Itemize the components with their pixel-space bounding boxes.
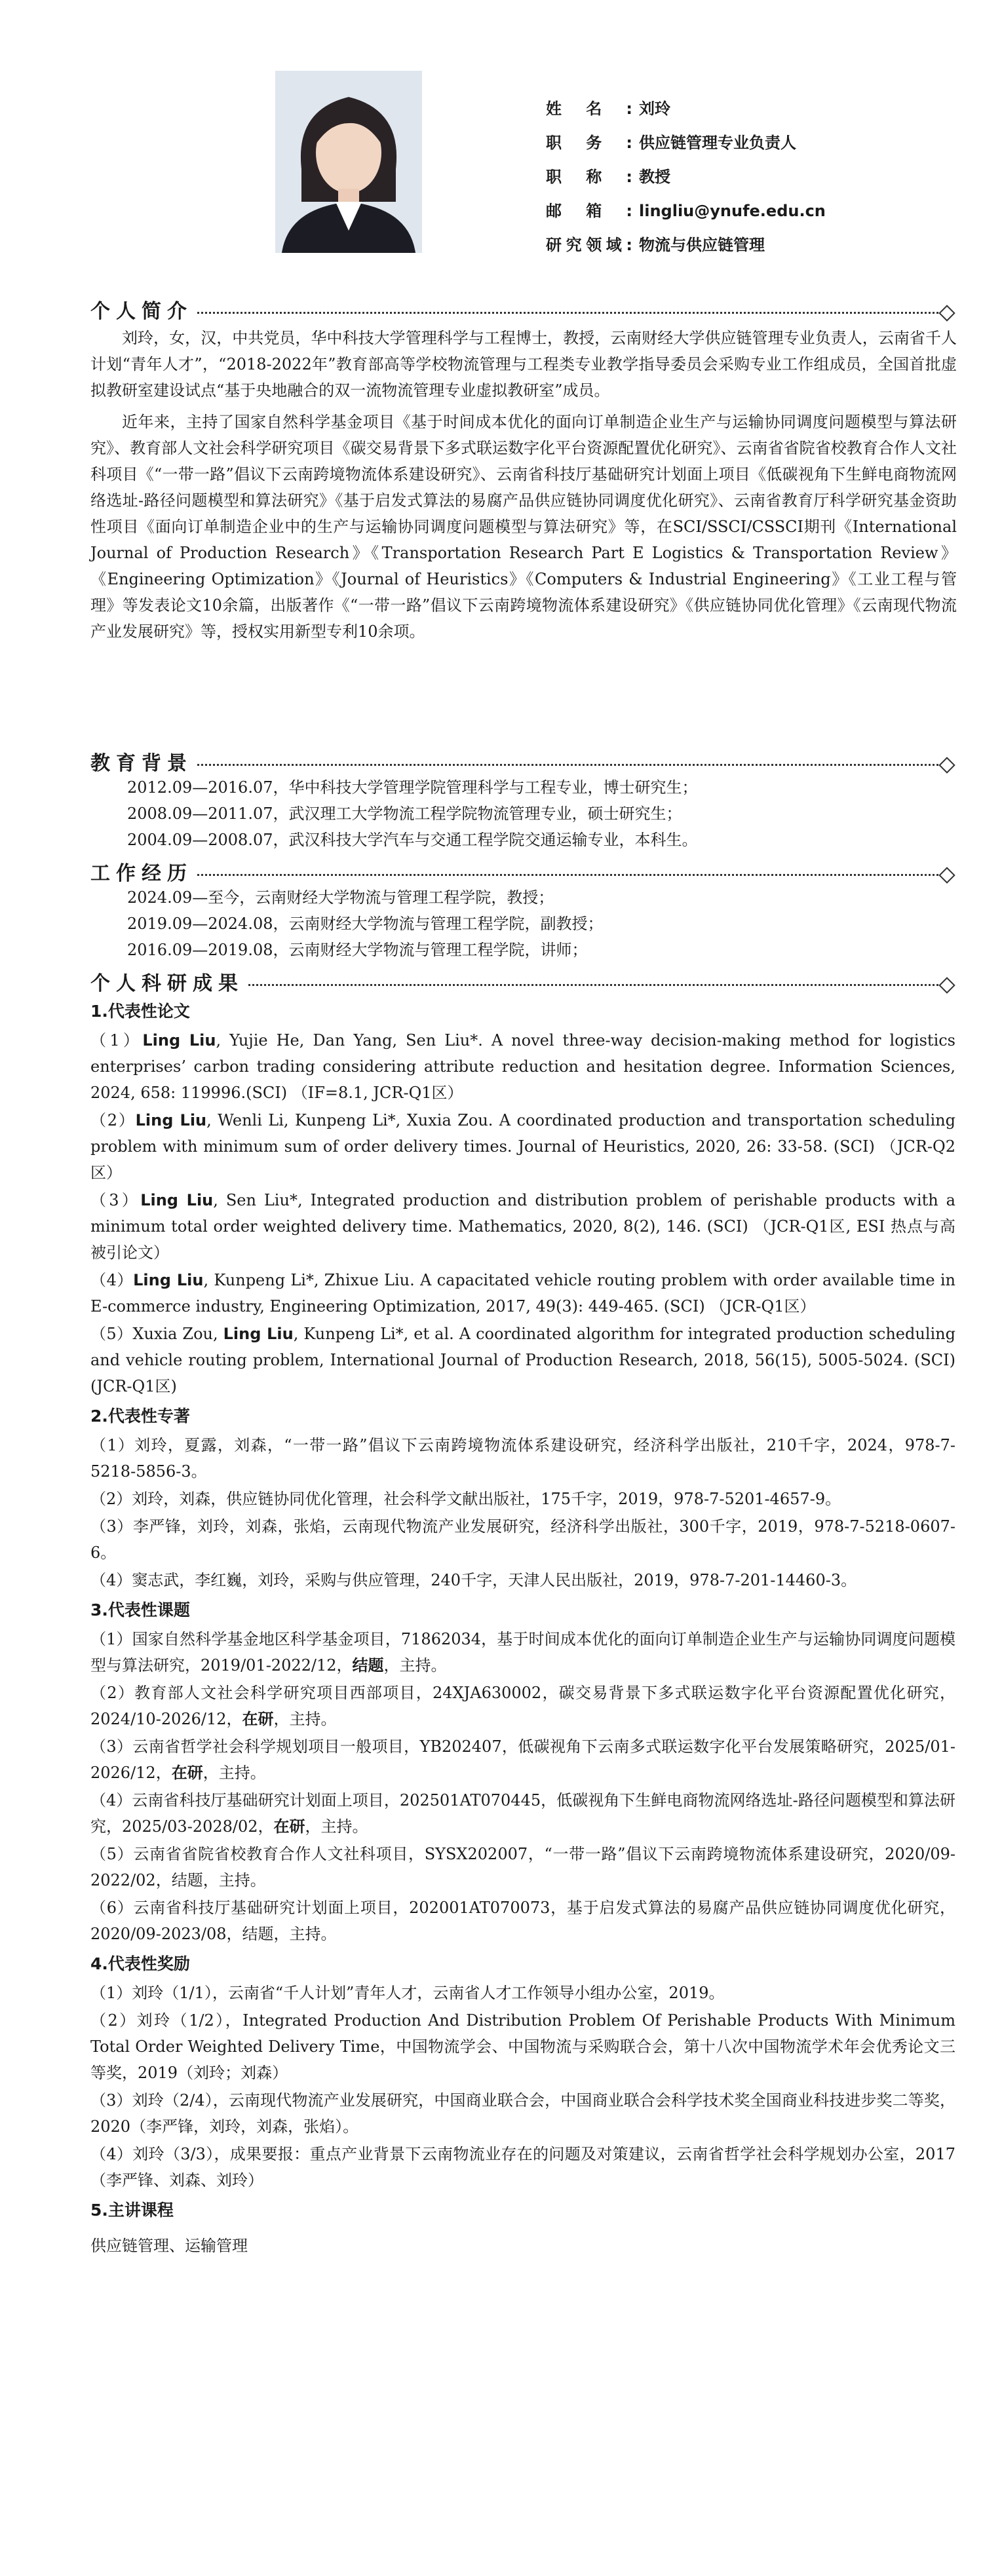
divider-line: [90, 312, 938, 314]
courses-title: 5.主讲课程: [90, 2201, 174, 2220]
award-item: （1）刘玲（1/1），云南省“千人计划”青年人才，云南省人才工作领导小组办公室，2019。: [90, 1984, 725, 2002]
project-text: （3）云南省哲学社会科学规划项目一般项目，YB202407，低碳视角下云南多式联运数字化平台发展策略研究，2025/01-2026/12，: [90, 1737, 955, 1782]
paper-author-bold: Ling Liu: [135, 1111, 207, 1129]
awards-list: [90, 1980, 955, 2193]
paper-item: [90, 1321, 955, 1399]
email-value[interactable]: lingliu@ynufe.edu.cn: [639, 202, 826, 220]
research-title: 个人科研成果: [90, 967, 248, 996]
diamond-icon: [938, 305, 955, 321]
title-row: [546, 160, 826, 194]
book-item: （1）刘玲，夏露，刘森，“一带一路”倡议下云南跨境物流体系建设研究，经济科学出版社，210千字，2024，978-7-5218-5856-3。: [90, 1436, 955, 1481]
name-label: 姓名:: [546, 100, 632, 118]
position-row: [546, 126, 826, 160]
education-heading: [90, 748, 957, 774]
project-role: ，主持。: [305, 1817, 368, 1836]
research-content: [90, 994, 955, 2259]
awards-title: 4.代表性奖励: [90, 1954, 190, 1973]
books-title: 2.代表性专著: [90, 1407, 190, 1426]
intro-title: 个人简介: [90, 295, 197, 324]
project-role: ，主持。: [273, 1710, 337, 1728]
education-item: 2012.09—2016.07，华中科技大学管理学院管理科学与工程专业，博士研究生；: [127, 778, 698, 797]
papers-list: [90, 1027, 955, 1399]
portrait-image: [275, 71, 422, 253]
title-label: 职称:: [546, 168, 632, 186]
education-section: [90, 748, 957, 853]
field-label: 研究领域:: [546, 236, 632, 254]
diamond-icon: [938, 867, 955, 883]
paper-item: [90, 1187, 955, 1266]
profile-photo: [275, 71, 422, 253]
diamond-icon: [938, 757, 955, 773]
email-row: [546, 194, 826, 228]
project-text: （2）教育部人文社会科学研究项目西部项目，24XJA630002，碳交易背景下多式联运数字化平台资源配置优化研究，2024/10-2026/12，: [90, 1684, 955, 1728]
project-item: [90, 1841, 955, 1893]
paper-index: （1）: [90, 1031, 143, 1050]
education-item: 2004.09—2008.07，武汉科技大学汽车与交通工程学院交通运输专业，本科生。: [127, 831, 698, 849]
name-value: 刘玲: [639, 100, 670, 118]
work-item: 2016.09—2019.08，云南财经大学物流与管理工程学院，讲师；: [127, 941, 588, 959]
project-item: [90, 1733, 955, 1786]
paper-author-bold: Ling Liu: [140, 1191, 214, 1209]
project-text: （1）国家自然科学基金地区科学基金项目，71862034，基于时间成本优化的面向订单制造企业生产与运输协同调度问题模型与算法研究，2019/01-2022/12，: [90, 1630, 955, 1675]
paper-item: [90, 1027, 955, 1106]
project-text: （6）云南省科技厅基础研究计划面上项目，202001AT070073，基于启发式算法的易腐产品供应链协同调度优化研究，2020/09-2023/08，结题，主持。: [90, 1899, 955, 1943]
project-item: [90, 1895, 955, 1947]
project-item: [90, 1680, 955, 1732]
education-item: 2008.09—2011.07，武汉理工大学物流工程学院物流管理专业，硕士研究生；: [127, 805, 682, 823]
project-item: [90, 1626, 955, 1678]
email-label: 邮箱:: [546, 202, 632, 220]
project-status: 结题: [352, 1656, 384, 1675]
project-text: （4）云南省科技厅基础研究计划面上项目，202501AT070445，低碳视角下生鲜电商物流网络选址-路径问题模型和算法研究，2025/03-2028/02，: [90, 1791, 955, 1836]
paper-text: , Yujie He, Dan Yang, Sen Liu*. A novel three-way decision-making method for logistics enterprises’ carbon trading considering attribute reduction and hesitation degree. Information Sciences, 2024, 658: 119996.(SCI) （IF=8.1, JCR-Q1区）: [90, 1031, 955, 1102]
title-value: 教授: [639, 168, 670, 186]
projects-list: [90, 1626, 955, 1947]
paper-text: , Kunpeng Li*, et al. A coordinated algorithm for integrated production scheduling and vehicle routing problem, International Journal of Production Research, 2018, 56(15), 5005-5024. (SCI) (JCR-Q1区): [90, 1325, 955, 1395]
papers-title: 1.代表性论文: [90, 1002, 190, 1021]
project-status: 在研: [242, 1710, 274, 1728]
project-status: 在研: [273, 1817, 305, 1836]
paper-text: , Sen Liu*, Integrated production and distribution problem of perishable products with a minimum total order weighted delivery time. Mathematics, 2020, 8(2), 146. (SCI) （JCR-Q1区, ESI 热点与高被引论文）: [90, 1191, 955, 1262]
book-item: （3）李严锋，刘玲，刘森，张焰，云南现代物流产业发展研究，经济科学出版社，300千字，2019，978-7-5218-0607-6。: [90, 1517, 955, 1562]
research-heading: [90, 968, 957, 994]
project-text: （5）云南省省院省校教育合作人文社科项目，SYSX202007，“一带一路”倡议下云南跨境物流体系建设研究，2020/09-2022/02，结题，主持。: [90, 1845, 955, 1889]
field-value: 物流与供应链管理: [639, 236, 765, 254]
award-item: （4）刘玲（3/3），成果要报：重点产业背景下云南物流业存在的问题及对策建议，云南省哲学社会科学规划办公室，2017（李严锋、刘森、刘玲）: [90, 2145, 955, 2189]
divider-line: [90, 764, 938, 766]
work-section: [90, 858, 957, 963]
intro-paragraph-2: 近年来，主持了国家自然科学基金项目《基于时间成本优化的面向订单制造企业生产与运输协同调度问题模型与算法研究》、教育部人文社会科学研究项目《碳交易背景下多式联运数字化平台资源配置优化研究》、云南省省院省校教育合作人文社科项目《“一带一路”倡议下云南跨境物流体系建设研究》、云南省科技厅基础研究计划面上项目《低碳视角下生鲜电商物流网络选址-路径问题模型和算法研究》《基于启发式算法的易腐产品供应链协同调度优化研究》、云南省教育厅科学研究基金资助性项目《面向订单制造企业中的生产与运输协同调度问题模型与算法研究》等，在SCI/SSCI/CSSCI期刊《International Journal of Production Research》《Transportation Research Part E Logistics & Transportation Review》《Engineering Optimization》《Journal of Heuristics》《Computers & Industrial Engineering》《工业工程与管理》等发表论文10余篇，出版著作《“一带一路”倡议下云南跨境物流体系建设研究》《供应链协同优化管理》《云南现代物流产业发展研究》等，授权实用新型专利10余项。: [90, 413, 957, 641]
project-role: ，主持。: [383, 1656, 447, 1675]
intro-section: [90, 296, 957, 645]
book-item: （4）窦志武，李红巍，刘玲，采购与供应管理，240千字，天津人民出版社，2019，978-7-201-14460-3。: [90, 1571, 857, 1589]
name-row: [546, 92, 826, 126]
research-section: [90, 968, 957, 994]
paper-author-bold: Ling Liu: [142, 1031, 216, 1050]
paper-index: （4）: [90, 1271, 134, 1289]
diamond-icon: [938, 977, 955, 993]
paper-text: , Kunpeng Li*, Zhixue Liu. A capacitated vehicle routing problem with order available time in E-commerce industry, Engineering Optimization, 2017, 49(3): 449-465. (SCI) （JCR-Q1区）: [90, 1271, 956, 1316]
project-status: 在研: [171, 1764, 203, 1782]
divider-line: [90, 874, 938, 876]
project-role: ，主持。: [202, 1764, 266, 1782]
paper-item: [90, 1267, 955, 1319]
position-value: 供应链管理专业负责人: [639, 134, 796, 152]
paper-author-bold: Ling Liu: [133, 1271, 204, 1289]
courses-text: 供应链管理、运输管理: [90, 2237, 248, 2255]
award-item: （2）刘玲（1/2），Integrated Production And Distribution Problem Of Perishable Products With Minimum Total Order Weighted Delivery Time，中国物流学会、中国物流与采购联合会，第十八次中国物流学术年会优秀论文三等奖，2019（刘玲；刘森）: [90, 2011, 955, 2082]
intro-heading: [90, 296, 957, 322]
work-item: 2024.09—至今，云南财经大学物流与管理工程学院，教授；: [127, 888, 554, 907]
work-title: 工作经历: [90, 857, 197, 886]
field-row: [546, 228, 826, 262]
award-item: （3）刘玲（2/4），云南现代物流产业发展研究，中国商业联合会，中国商业联合会科学技术奖全国商业科技进步奖二等奖，2020（李严锋，刘玲，刘森，张焰）。: [90, 2091, 955, 2136]
paper-text: , Wenli Li, Kunpeng Li*, Xuxia Zou. A coordinated production and transportation scheduling problem with minimum sum of order delivery times. Journal of Heuristics, 2020, 26: 33-58. (SCI) （JCR-Q2区）: [90, 1111, 955, 1182]
education-title: 教育背景: [90, 747, 197, 776]
profile-info: [546, 92, 826, 262]
paper-index: （5）Xuxia Zou,: [90, 1325, 223, 1343]
paper-author-bold: Ling Liu: [223, 1325, 294, 1343]
paper-index: （3）: [90, 1191, 141, 1209]
paper-index: （2）: [90, 1111, 136, 1129]
book-item: （2）刘玲，刘森，供应链协同优化管理，社会科学文献出版社，175千字，2019，978-7-5201-4657-9。: [90, 1490, 841, 1508]
project-item: [90, 1787, 955, 1840]
position-label: 职务:: [546, 134, 632, 152]
books-list: [90, 1432, 955, 1593]
intro-paragraph-1: 刘玲，女，汉，中共党员，华中科技大学管理科学与工程博士，教授，云南财经大学供应链管理专业负责人，云南省千人计划“青年人才”，“2018-2022年”教育部高等学校物流管理与工程类专业教学指导委员会采购专业工作组成员，全国首批虚拟教研室建设试点“基于央地融合的双一流物流管理专业虚拟教研室”成员。: [90, 329, 957, 400]
paper-item: [90, 1107, 955, 1186]
projects-title: 3.代表性课题: [90, 1601, 190, 1619]
work-heading: [90, 858, 957, 884]
work-item: 2019.09—2024.08，云南财经大学物流与管理工程学院，副教授；: [127, 915, 604, 933]
